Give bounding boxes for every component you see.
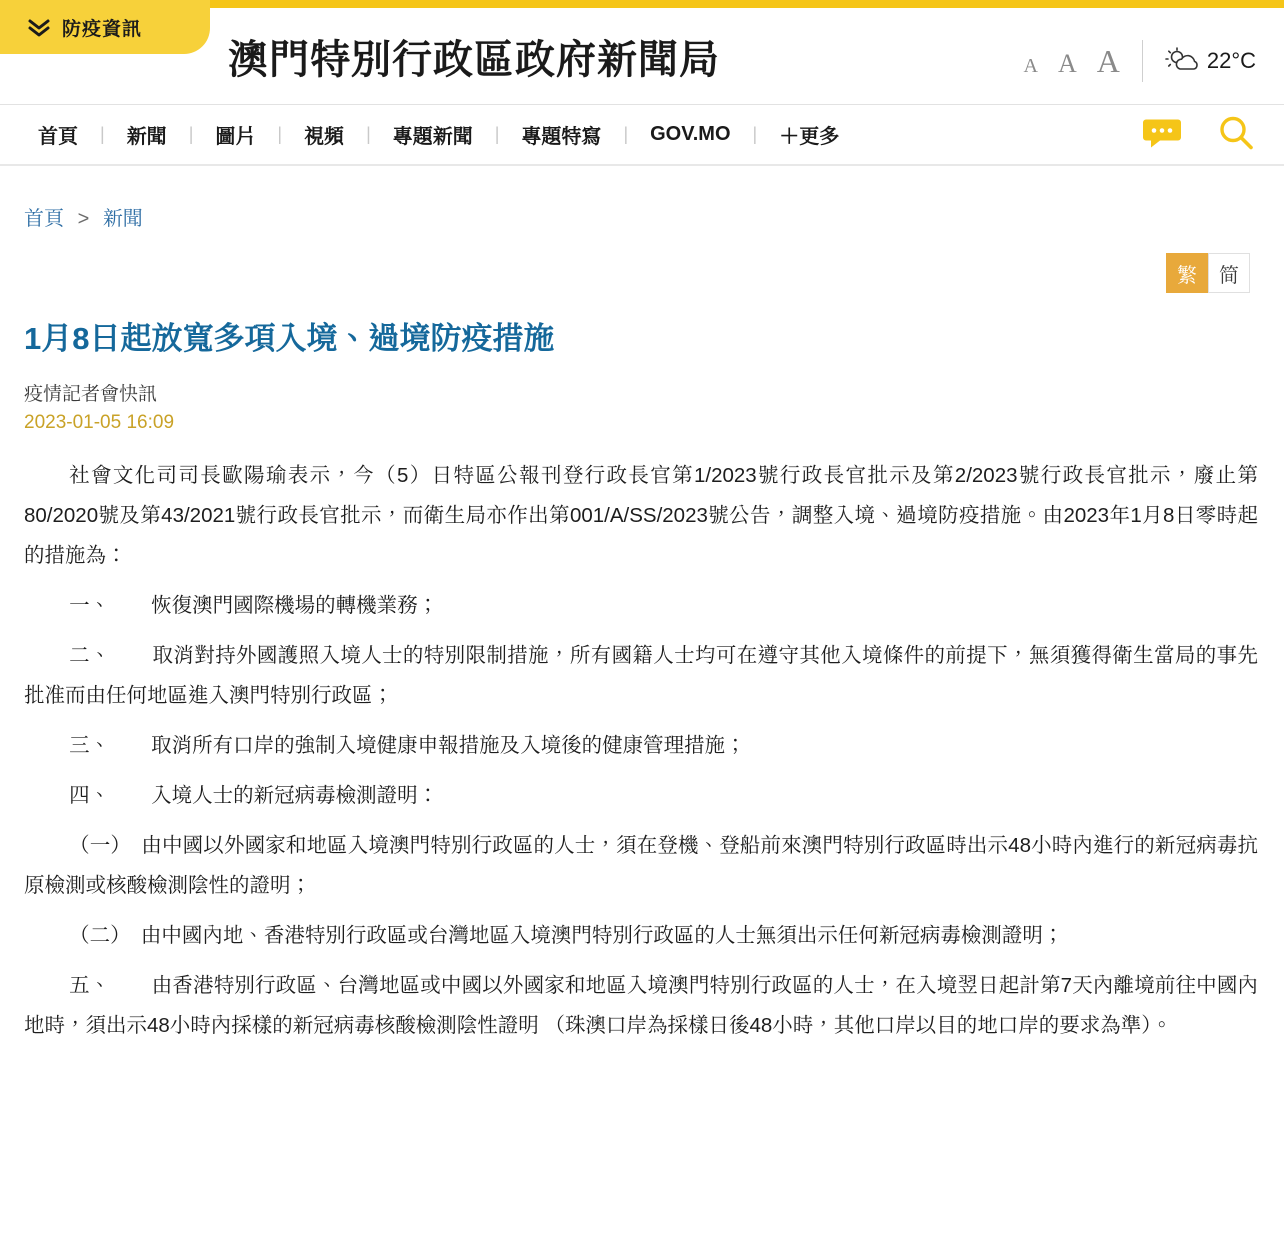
breadcrumb-separator: > [77, 208, 90, 230]
header-divider [1142, 40, 1143, 82]
font-size-controls [1024, 43, 1120, 80]
nav-item-photos[interactable]: 圖片 [215, 126, 256, 148]
nav-item-special-news[interactable]: 專題新聞 [392, 126, 473, 148]
font-size-large-button[interactable]: A [1096, 42, 1120, 79]
article-timestamp: 2023-01-05 16:09 [24, 412, 175, 434]
breadcrumb-current[interactable]: 新聞 [102, 208, 143, 230]
top-accent-bar [0, 0, 1284, 40]
lang-traditional-button[interactable]: 繁 [1166, 253, 1208, 293]
breadcrumb [0, 166, 1284, 231]
article-paragraph: 社會文化司司長歐陽瑜表示，今（5）日特區公報刊登行政長官第1/2023號行政長官批示及第2/2023號行政長官批示，廢止第80/2020號及第43/2021號行政長官批示，而衛生局亦作出第001/A/SS/2023號公告，調整入境、過境防疫措施。由2023年1月8日零時起的措施為： [24, 464, 1258, 568]
nav-separator: | [188, 124, 194, 144]
article-paragraph: 二、 取消對持外國護照入境人士的特別限制措施，所有國籍人士均可在遵守其他入境條件的前提下，無須獲得衛生當局的事先批准而由任何地區進入澳門特別行政區； [24, 644, 1258, 708]
epidemic-info-tab-label: 防疫資訊 [62, 18, 143, 40]
chat-bubble-icon[interactable] [1142, 116, 1182, 153]
article-title: 1月8日起放寬多項入境、過境防疫措施 [24, 321, 555, 356]
nav-item-govmo[interactable]: GOV.MO [650, 123, 731, 145]
language-switch [0, 253, 1284, 293]
nav-separator: | [277, 124, 283, 144]
article-paragraph: （一） 由中國以外國家和地區入境澳門特別行政區的人士，須在登機、登船前來澳門特別行政區時出示48小時內進行的新冠病毒抗原檢測或核酸檢測陰性的證明； [24, 834, 1258, 898]
nav-separator: | [494, 124, 500, 144]
nav-separator: | [100, 124, 105, 144]
nav-item-list [38, 120, 861, 149]
article-body [0, 319, 1284, 1096]
nav-item-more[interactable]: ＋更多 [779, 126, 840, 148]
font-size-small-button[interactable]: A [1023, 54, 1038, 77]
article-kicker: 疫情記者會快訊 [24, 384, 158, 406]
main-navigation [0, 104, 1284, 166]
search-icon[interactable] [1218, 114, 1254, 155]
breadcrumb-home[interactable]: 首頁 [24, 208, 64, 230]
nav-item-video[interactable]: 視頻 [304, 126, 345, 148]
weather-widget[interactable] [1165, 47, 1256, 75]
epidemic-info-tab[interactable] [0, 0, 210, 54]
article-paragraph: 三、 取消所有口岸的強制入境健康申報措施及入境後的健康管理措施； [69, 734, 746, 758]
article-paragraph: 五、 由香港特別行政區、台灣地區或中國以外國家和地區入境澳門特別行政區的人士，在入境翌日起計第7天內離境前往中國內地時，須出示48小時內採樣的新冠病毒核酸檢測陰性證明 （珠澳口岸為採樣日後48小時，其他口岸以目的地口岸的要求為準）。 [24, 973, 1258, 1037]
weather-temperature: 22°C [1206, 48, 1256, 73]
article-paragraph: 一、 恢復澳門國際機場的轉機業務； [69, 594, 439, 618]
header-tools [1024, 40, 1257, 82]
article-paragraph: （二） 由中國內地、香港特別行政區或台灣地區入境澳門特別行政區的人士無須出示任何新冠病毒檢測證明； [69, 923, 1064, 947]
nav-item-news[interactable]: 新聞 [126, 126, 167, 148]
nav-separator: | [366, 124, 371, 144]
nav-item-feature-stories[interactable]: 專題特寫 [521, 126, 602, 148]
nav-item-home[interactable]: 首頁 [38, 126, 78, 148]
double-chevron-down-icon [26, 14, 52, 40]
page-title: 澳門特別行政區政府新聞局 [228, 38, 720, 82]
nav-tools [1142, 114, 1254, 155]
article-paragraph: 四、 入境人士的新冠病毒檢測證明： [69, 784, 439, 808]
sun-cloud-icon [1165, 47, 1199, 75]
font-size-medium-button[interactable]: A [1057, 48, 1077, 78]
nav-separator: | [752, 124, 758, 144]
nav-separator: | [623, 124, 629, 144]
lang-simplified-button[interactable]: 简 [1208, 253, 1250, 293]
